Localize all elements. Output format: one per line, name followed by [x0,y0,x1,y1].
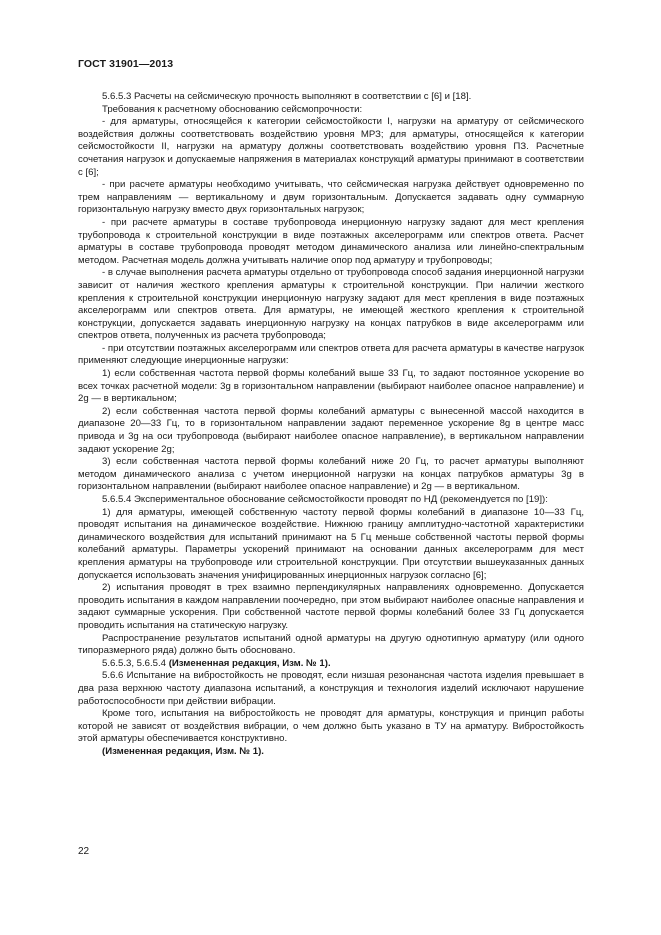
paragraph: Требования к расчетному обоснованию сейсмопрочности: [102,103,363,115]
paragraph: 2) испытания проводят в трех взаимно перпендикулярных направлениях одновременно. Допускается проводить испытания в каждом направлении поочередно, при этом выбирают наиболее опасные направления и задают суммарные ускорения. При собственной частоте первой формы колебаний более 33 Гц допускается проводить испытания на статическую нагрузку. [78,582,584,631]
paragraph: 5.6.5.3 Расчеты на сейсмическую прочность выполняют в соответствии с [6] и [18]. [102,91,472,102]
paragraph: 5.6.5.4 Экспериментальное обоснование сейсмостойкости проводят по НД (рекомендуется по [19]): [102,494,548,505]
paragraph: - для арматуры, относящейся к категории сейсмостойкости I, нагрузки на арматуру от сейсмического воздействия должны соответствовать воздействию уровня МРЗ; для арматуры, относящейся к категории сейсмостойкости II, нагрузки на арматуру должны соответствовать воздействию уровня ПЗ. Расчетные сочетания нагрузок и допускаемые напряжения в материалах конструкций арматуры принимают в соответствии с [6]; [78,116,584,178]
paragraph: Кроме того, испытания на вибростойкость не проводят для арматуры, конструкция и принцип работы которой не зависят от воздействия вибрации, о чем должно быть указано в ТУ на арматуру. Вибростойкость этой арматуры обеспечивается конструктивно. [78,708,584,745]
amendment-note: (Измененная редакция, Изм. № 1). [102,745,264,757]
paragraph: - в случае выполнения расчета арматуры отдельно от трубопровода способ задания инерционной нагрузки зависит от наличия жесткого крепления арматуры к строительной конструкции. При наличии жесткого крепления к строительной конструкции инерционную нагрузку задают для мест крепления в виде поэтажных акселерограмм или спектров ответа. Для арматуры, не имеющей жесткого крепления к строительной конструкции, допускается задавать инерционную нагрузку на концах патрубков в виде акселерограмм или спектров ответа, полученных из расчета трубопровода; [78,267,584,342]
paragraph: - при расчете арматуры необходимо учитывать, что сейсмическая нагрузка действует одновременно по трем направлениям — вертикальному и двум горизонтальным. Допускается задавать одну суммарную горизонтальную нагрузку вместо двух горизонтальных нагрузок; [78,179,584,216]
amendment-prefix: 5.6.5.3, 5.6.5.4 [102,657,169,669]
paragraph: Распространение результатов испытаний одной арматуры на другую однотипную арматуру (или одного типоразмерного ряда) должно быть обосновано. [78,632,584,657]
paragraph: 1) для арматуры, имеющей собственную частоту первой формы колебаний в диапазоне 10—33 Гц, проводят испытания на динамическое воздействие. Нижнюю границу амплитудно-частотной характеристики динамического воздействия для испытаний принимают на 5 Гц меньше собственной частоты первой формы колебаний арматуры. Параметры ускорений принимают на основании данных акселерограмм для мест крепления арматуры на трубопроводе или строительной конструкции. При отсутствии вышеуказанных данных допускается использовать значения унифицированных инерционных нагрузок согласно [6]; [78,506,584,581]
document-header: ГОСТ 31901—2013 [78,58,174,70]
paragraph: 5.6.6 Испытание на вибростойкость не проводят, если низшая резонансная частота изделия превышает в два раза верхнюю частоту диапазона испытаний, а конструкция и технология изделий исключают нарушение работоспособности при действии вибрации. [78,670,584,707]
amendment-text: (Измененная редакция, Изм. № 1). [168,657,331,669]
document-body [78,91,584,758]
amendment-note [78,658,584,671]
page-number: 22 [78,846,90,857]
paragraph: 3) если собственная частота первой формы колебаний ниже 20 Гц, то расчет арматуры выполняют методом динамического анализа с учетом инерционной нагрузки на концах патрубков арматуры 3g в горизонтальном направлении (выбирают наиболее опасное направление) и 2g — в вертикальном. [78,456,584,493]
paragraph: - при расчете арматуры в составе трубопровода инерционную нагрузку задают для мест крепления трубопровода к строительной конструкции в виде поэтажных акселерограмм или спектров ответа. Расчет арматуры в составе трубопровода проводят методом динамического анализа или линейно-спектральным методом. Расчетная модель должна учитывать наличие опор под арматуру и трубопроводы; [78,216,584,266]
paragraph: 1) если собственная частота первой формы колебаний выше 33 Гц, то задают постоянное ускорение во всех точках расчетной модели: 3g в горизонтальном направлении (выбирают наиболее опасное направление) и 2g — в вертикальном; [78,368,584,405]
paragraph: 2) если собственная частота первой формы колебаний арматуры с вынесенной массой находится в диапазоне 20—33 Гц, то в горизонтальном направлении задают переменное ускорение 8g в центре масс привода и 3g на оси трубопровода (выбирают наиболее опасное направление), в вертикальном направлении задают ускорение 2g; [78,405,584,455]
paragraph: - при отсутствии поэтажных акселерограмм или спектров ответа для расчета арматуры в качестве нагрузок применяют следующие инерционные нагрузки: [78,342,584,367]
